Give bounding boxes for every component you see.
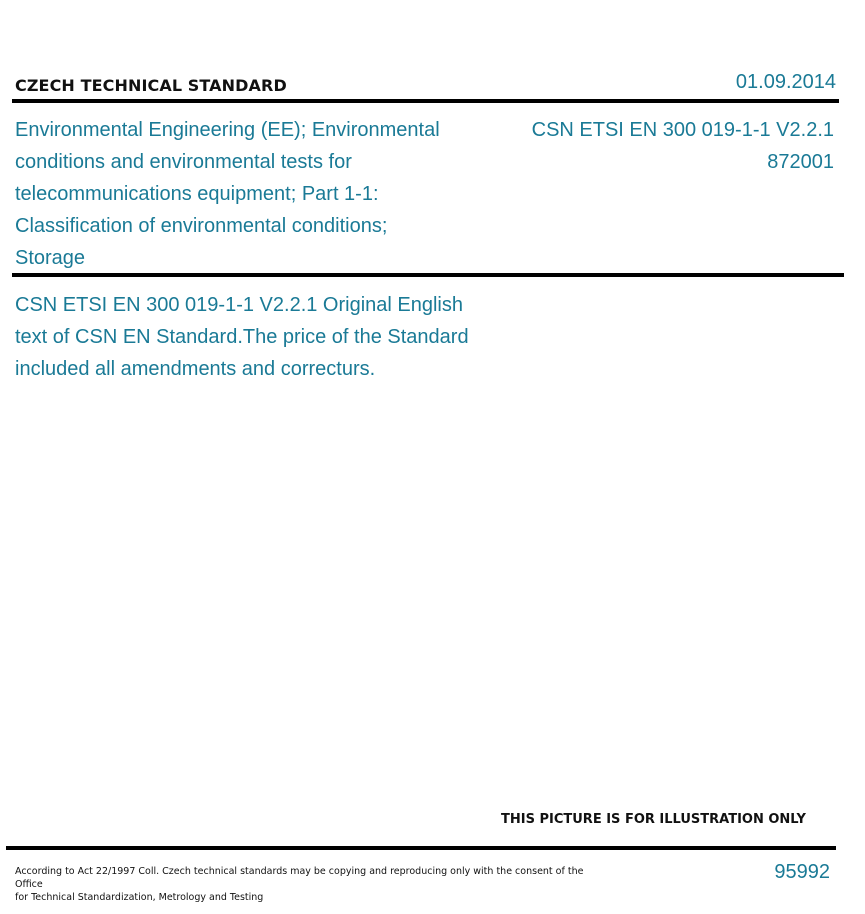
footer-divider (6, 846, 836, 850)
standard-title-line: conditions and environmental tests for (15, 151, 352, 173)
standard-identifier (532, 114, 834, 178)
header-divider (12, 99, 839, 103)
product-id: 95992 (774, 861, 830, 883)
publication-date: 01.09.2014 (735, 71, 836, 93)
classification-code: 872001 (767, 151, 834, 173)
description-line: included all amendments and correcturs. (15, 358, 376, 380)
standard-title (15, 114, 495, 274)
standard-description (15, 289, 515, 385)
copyright-note (15, 865, 585, 904)
description-line: text of CSN EN Standard.The price of the Standard (15, 326, 469, 348)
copyright-note-line: for Technical Standardization, Metrology and Testing (15, 892, 264, 903)
copyright-note-line: According to Act 22/1997 Coll. Czech technical standards may be copying and reproducing only with the consent of the Office (15, 866, 584, 890)
standard-title-line: Environmental Engineering (EE); Environmental (15, 119, 440, 141)
standard-title-line: Classification of environmental conditions; (15, 215, 388, 237)
illustration-notice: THIS PICTURE IS FOR ILLUSTRATION ONLY (501, 812, 806, 827)
description-line: CSN ETSI EN 300 019-1-1 V2.2.1 Original English (15, 294, 463, 316)
standard-title-line: Storage (15, 247, 86, 269)
standard-number: CSN ETSI EN 300 019-1-1 V2.2.1 (531, 119, 834, 141)
title-divider (12, 273, 844, 277)
document-type-heading: CZECH TECHNICAL STANDARD (15, 76, 287, 95)
standard-title-line: telecommunications equipment; Part 1-1: (15, 183, 379, 205)
